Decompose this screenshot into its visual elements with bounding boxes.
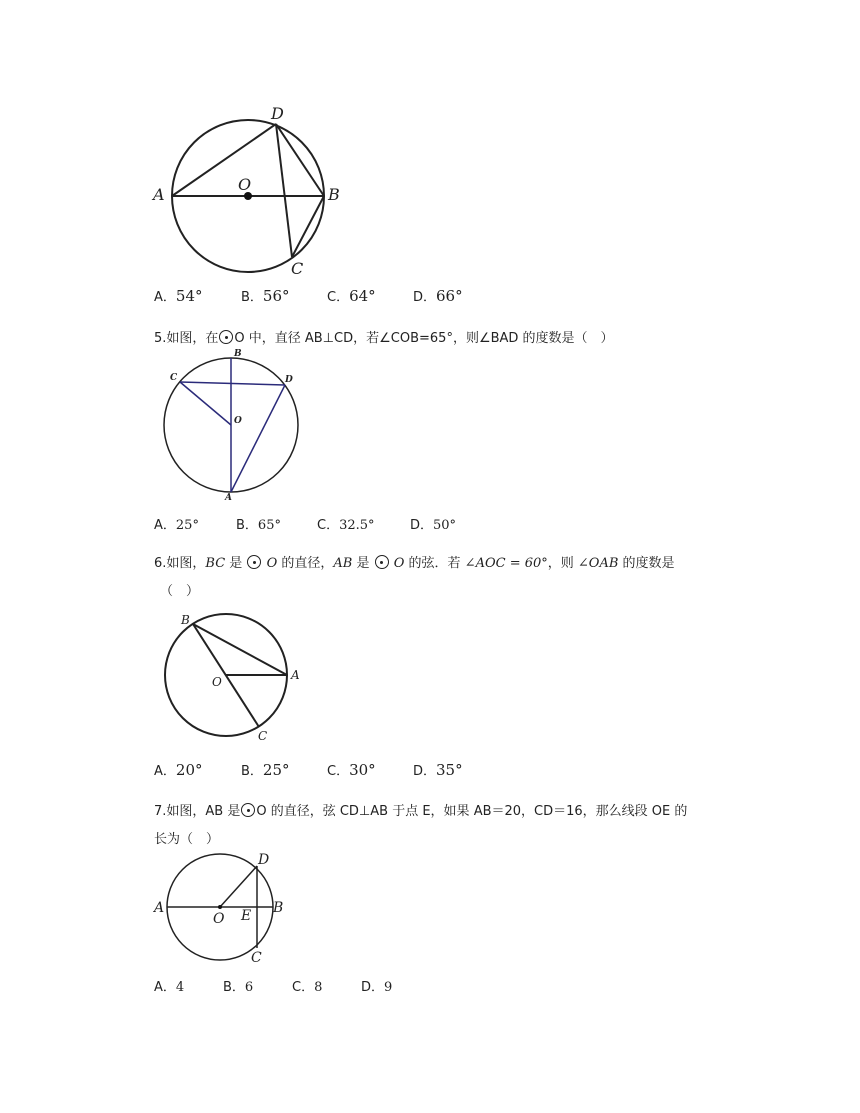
q7-label-c: C	[251, 950, 262, 966]
q5-chord-cd	[180, 382, 285, 385]
q6-option-a[interactable]: A．20°	[154, 761, 203, 779]
q7-label-b: B	[273, 900, 284, 916]
q4-label-b: B	[328, 185, 340, 204]
q4-options	[154, 286, 463, 305]
q4-label-a: A	[153, 185, 165, 204]
q7-option-b[interactable]: B．6	[223, 980, 254, 995]
q7-options	[154, 976, 392, 995]
q6-question-line2: （ ）	[160, 584, 200, 599]
q5-option-b[interactable]: B．65°	[236, 518, 281, 533]
circle-symbol-icon	[375, 555, 389, 569]
q5-option-d[interactable]: D．50°	[410, 518, 457, 533]
q7-label-a: A	[154, 900, 165, 916]
q4-label-o: O	[238, 175, 252, 194]
q6-label-b: B	[181, 613, 190, 627]
q4-figure	[150, 100, 350, 280]
q7-label-d: D	[258, 852, 270, 868]
q6-figure	[160, 608, 310, 743]
q6-question: 6.如图，BC 是 O 的直径，AB 是 O 的弦．若 ∠AOC = 60°，则 ∠OAB 的度数是	[154, 556, 675, 571]
q6-option-b[interactable]: B．25°	[241, 761, 290, 779]
circle-symbol-icon	[241, 803, 255, 817]
q5-option-a[interactable]: A．25°	[154, 518, 199, 533]
q4-label-c: C	[291, 259, 304, 278]
q5-options	[154, 514, 456, 533]
q4-option-a[interactable]: A．54°	[154, 287, 203, 305]
q4-label-d: D	[271, 104, 284, 123]
q4-option-d[interactable]: D．66°	[413, 287, 463, 305]
q4-line-cb	[292, 196, 324, 257]
q7-figure	[150, 848, 295, 968]
circle-symbol-icon	[219, 330, 233, 344]
q5-line-co	[180, 382, 231, 425]
q7-option-c[interactable]: C．8	[292, 980, 323, 995]
q4-option-b[interactable]: B．56°	[241, 287, 290, 305]
q5-question: 5.如图，在 O 中，直径 AB⊥CD，若∠COB=65°，则∠BAD 的度数是（ ）	[154, 331, 614, 346]
q5-label-a: A	[225, 493, 232, 503]
q6-option-d[interactable]: D．35°	[413, 761, 463, 779]
q7-option-a[interactable]: A．4	[154, 980, 185, 995]
q5-label-b: B	[234, 349, 242, 359]
q7-question-line2: 长为（ ）	[154, 832, 220, 847]
q6-line-ab	[193, 624, 287, 675]
q7-label-e: E	[241, 908, 252, 924]
q5-figure	[160, 345, 305, 505]
q5-label-d: D	[285, 375, 293, 385]
q6-label-c: C	[258, 729, 268, 743]
q7-line-od	[220, 866, 257, 907]
q5-label-o: O	[234, 416, 242, 426]
q7-question: 7.如图，AB 是 O 的直径，弦 CD⊥AB 于点 E，如果 AB＝20，CD＝16，那么线段 OE 的	[154, 804, 688, 819]
q6-option-c[interactable]: C．30°	[327, 761, 376, 779]
q7-option-d[interactable]: D．9	[361, 980, 393, 995]
q7-label-o: O	[213, 911, 225, 927]
circle-symbol-icon	[247, 555, 261, 569]
q6-label-a: A	[291, 668, 300, 682]
q4-line-ad	[172, 124, 276, 196]
q5-line-ad	[231, 385, 285, 492]
q7-center-dot	[218, 905, 222, 909]
q5-option-c[interactable]: C．32.5°	[317, 518, 375, 533]
q5-label-c: C	[170, 373, 178, 383]
q4-option-c[interactable]: C．64°	[327, 287, 376, 305]
q6-options	[154, 760, 463, 779]
q6-label-o: O	[212, 675, 222, 689]
